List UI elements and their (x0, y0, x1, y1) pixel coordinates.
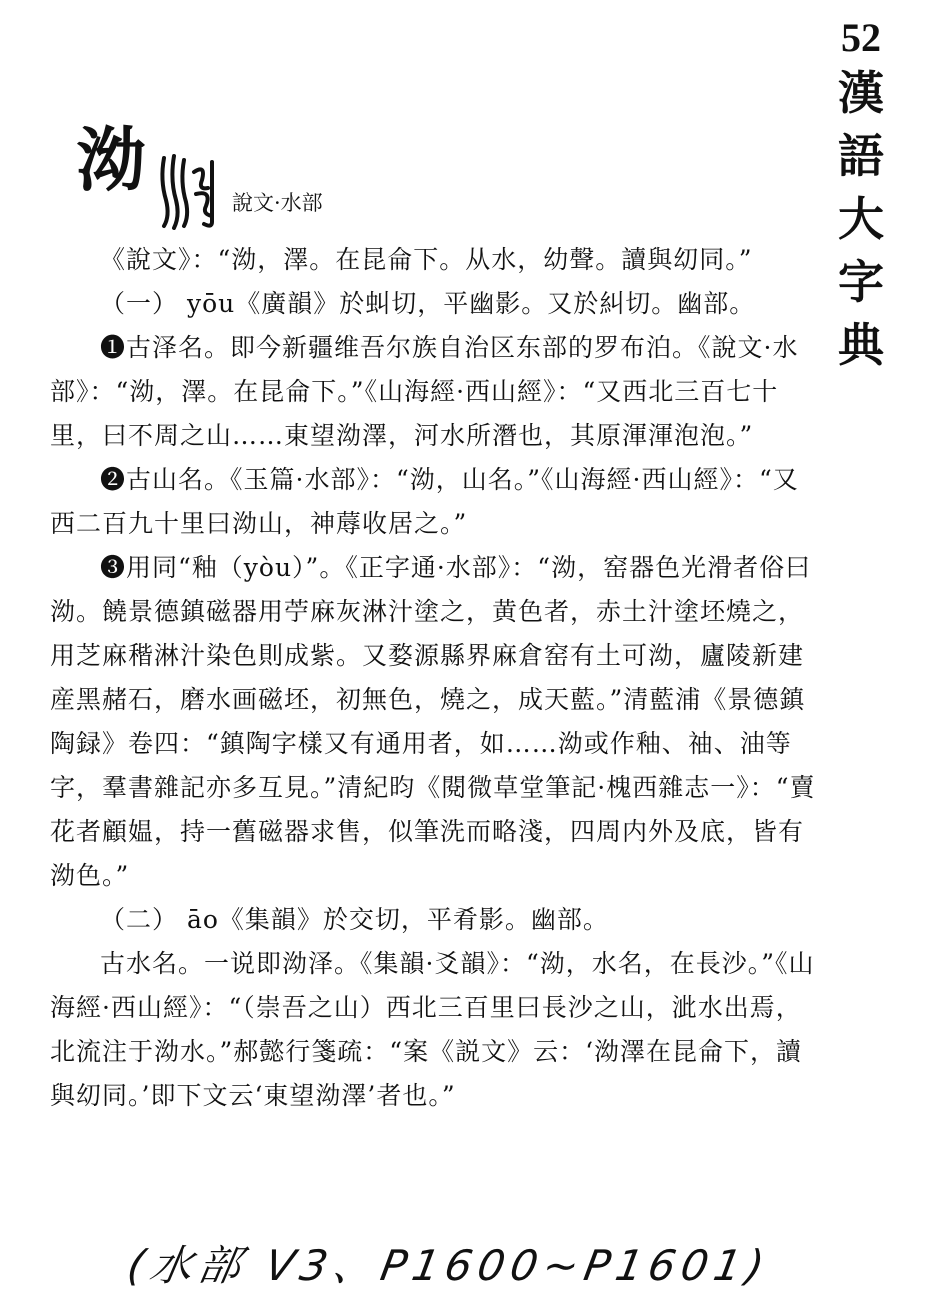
title-char: 典 (838, 318, 884, 372)
title-char: 大 (838, 192, 884, 246)
handwritten-note (123, 1236, 848, 1306)
page-number: 52 (841, 15, 881, 60)
title-char: 漢 (838, 66, 884, 120)
pronunciation-line: （二） āo《集韻》於交切，平肴影。幽部。 (100, 905, 609, 934)
definition-paragraph: ❷古山名。《玉篇·水部》：“泑，山名。”《山海經·西山經》：“又西二百九十里曰泑山，神蓐收居之。” (50, 465, 799, 538)
side-title (826, 14, 896, 377)
seal-caption: 說文·水部 (232, 191, 323, 215)
entry-body (50, 238, 818, 1118)
definition-paragraph: 古水名。一说即泑泽。《集韻·爻韻》：“泑，水名，在長沙。”《山海經·西山經》：“（崇吾之山）西北三百里曰長沙之山，泚水出焉，北流注于泑水。”郝懿行箋疏：“案《説文》云：‘泑澤在昆侖下，讀與㓜同。’即下文云‘東望泑澤’者也。” (50, 949, 815, 1110)
definition-paragraph: 《說文》：“泑，澤。在昆侖下。从水，幼聲。讀與㓜同。” (100, 245, 753, 274)
definition-paragraph: ❶古泽名。即今新疆维吾尔族自治区东部的罗布泊。《說文·水部》：“泑，澤。在昆侖下。”《山海經·西山經》：“又西北三百七十里，曰不周之山……東望泑澤，河水所潛也，其原渾渾泡泡。” (50, 333, 799, 450)
entry-character: 泑 (76, 118, 146, 201)
handwritten-note-text: (水部 V3、P1600~P1601) (123, 1241, 774, 1290)
title-char: 字 (838, 255, 884, 309)
seal-script-glyph (156, 150, 220, 230)
definition-paragraph: ❸用同“釉（yòu）”。《正字通·水部》：“泑，窑器色光滑者俗曰泑。饒景德鎮磁器用苧麻灰淋汁塗之，黄色者，赤土汁塗坯燒之，用芝麻稭淋汁染色則成紫。又婺源縣界麻倉窑有土可泑，廬陵新建産黑赭石，磨水画磁坯，初無色，燒之，成天藍。”清藍浦《景德鎮陶録》卷四：“鎮陶字樣又有通用者，如……泑或作釉、䄂、油等字，羣書雜記亦多互見。”清紀昀《閱微草堂筆記·槐西雜志一》：“賣花者顧媪，持一舊磁器求售，似筆洗而略淺，四周内外及底，皆有泑色。” (50, 553, 816, 890)
title-char: 語 (838, 129, 884, 183)
pronunciation-line: （一） yōu《廣韻》於虯切，平幽影。又於糾切。幽部。 (100, 289, 756, 318)
